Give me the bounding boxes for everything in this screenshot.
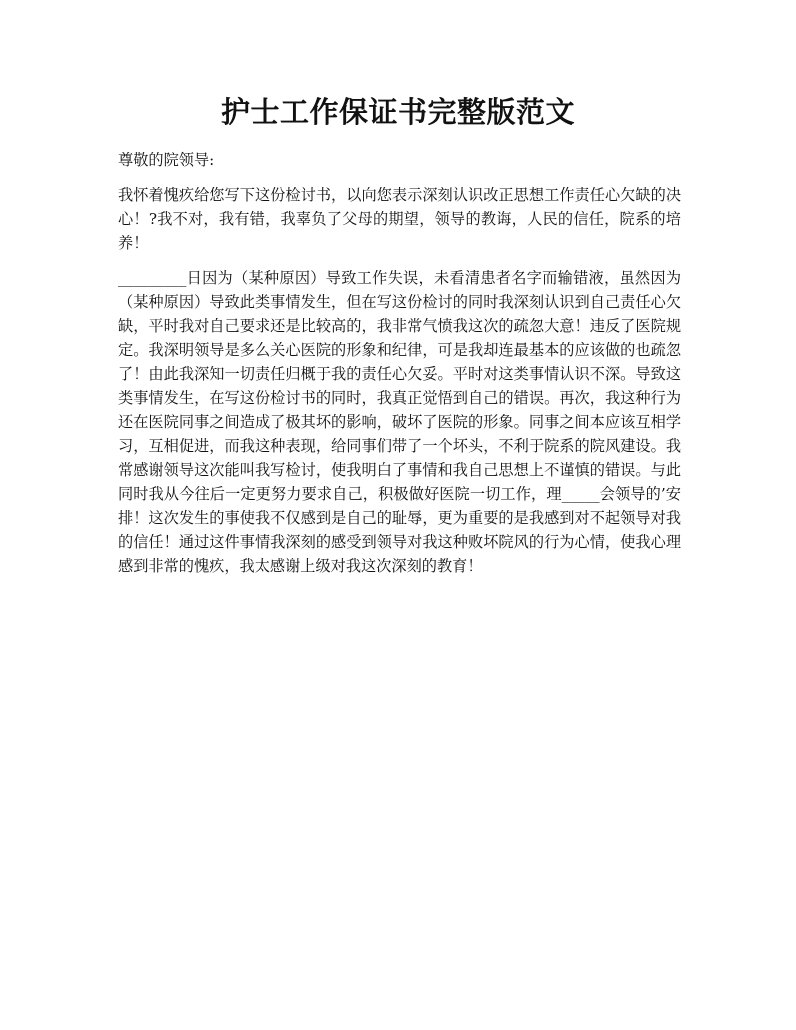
document-title: 护士工作保证书完整版范文 (220, 95, 575, 129)
paragraph-1: 我怀着愧疚给您写下这份检讨书，以向您表示深刻认识改正思想工作责任心欠缺的决心！?我不对，我有错，我辜负了父母的期望，领导的教诲，人民的信任，院系的培养！ (118, 186, 681, 252)
name-blank: _____ (561, 485, 600, 503)
paragraph-2-text-1: 日因为（某种原因）导致工作失误，未看清患者名字而输错液，虽然因为（某种原因）导致此类事情发生，但在写这份检讨的同时我深刻认识到自己责任心欠缺，平时我对自己要求还是比较高的，我非常气愤我这次的疏忽大意！违反了医院规定。我深明领导是多么关心医院的形象和纪律，可是我却连最基本的应该做的也疏忽了！由此我深知一切责任归概于我的责任心欠妥。平时对这类事情认识不深。导致这类事情发生，在写这份检讨书的同时，我真正觉悟到自己的错误。再次，我这种行为还在医院同事之间造成了极其坏的影响，破坏了医院的形象。同事之间本应该互相学习，互相促进，而我这种表现，给同事们带了一个坏头，不利于院系的院风建设。我常感谢领导这次能叫我写检讨，使我明白了事情和我自己思想上不谨慎的错误。与此同时我从今往后一定更努力要求自己，积极做好医院一切工作，理 (118, 269, 681, 503)
paragraph-2 (118, 266, 681, 578)
salutation: 尊敬的院领导: (118, 151, 215, 169)
paragraph-2-text-2: 会领导的’安排！这次发生的事使我不仅感到是自己的耻辱，更为重要的是我感到对不起领导对我的信任！通过这件事情我深刻的感受到领导对我这种败坏院风的行为心情，使我心理感到非常的愧疚，我太感谢上级对我这次深刻的教育！ (118, 485, 681, 575)
date-blank: _________ (118, 269, 187, 287)
